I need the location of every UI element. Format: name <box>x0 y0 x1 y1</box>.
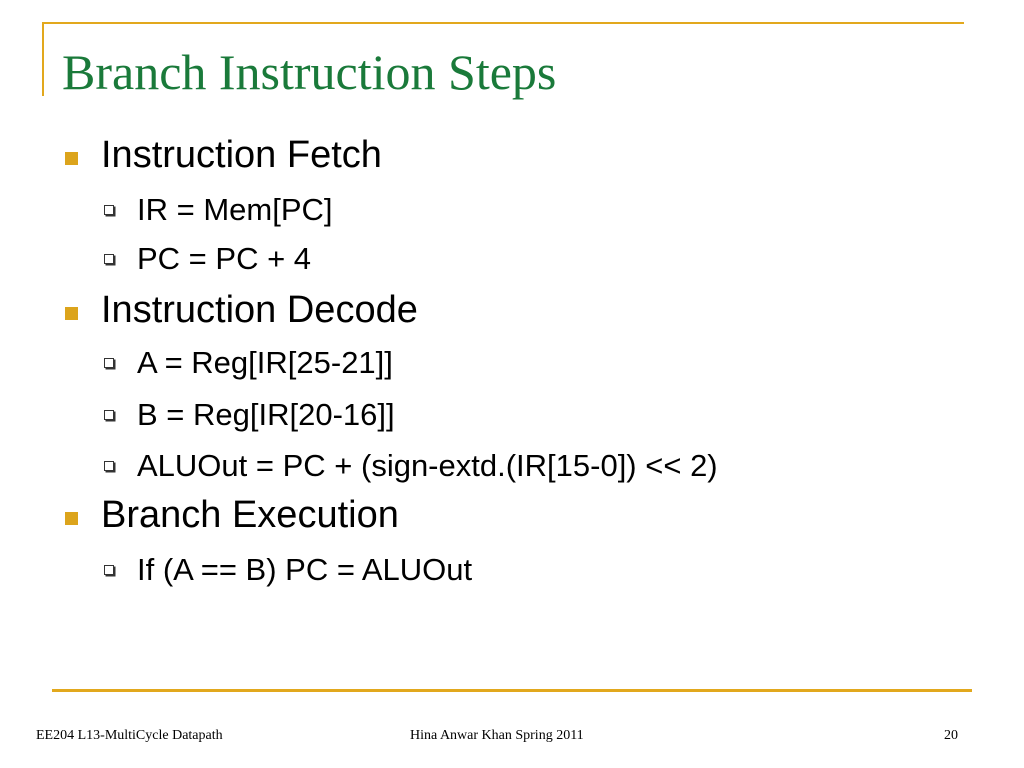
box-bullet-icon <box>104 205 114 215</box>
footer-course: EE204 L13-MultiCycle Datapath <box>36 728 223 743</box>
bullet-branch-execution: Branch Execution <box>101 494 399 536</box>
slide-title: Branch Instruction Steps <box>62 44 557 100</box>
square-bullet-icon <box>65 512 78 525</box>
footer-author: Hina Anwar Khan Spring 2011 <box>410 728 584 743</box>
bullet-instruction-fetch: Instruction Fetch <box>101 134 382 176</box>
sub-bullet-ir-fetch: IR = Mem[PC] <box>137 192 333 227</box>
box-bullet-icon <box>104 410 114 420</box>
footer-rule <box>52 689 972 692</box>
box-bullet-icon <box>104 461 114 471</box>
sub-bullet-reg-b: B = Reg[IR[20-16]] <box>137 397 395 432</box>
square-bullet-icon <box>65 152 78 165</box>
box-bullet-icon <box>104 254 114 264</box>
bullet-instruction-decode: Instruction Decode <box>101 289 418 331</box>
sub-bullet-pc-increment: PC = PC + 4 <box>137 241 312 276</box>
slide-number: 20 <box>944 728 958 743</box>
box-bullet-icon <box>104 565 114 575</box>
sub-bullet-reg-a: A = Reg[IR[25-21]] <box>137 345 393 380</box>
sub-bullet-branch-condition: If (A == B) PC = ALUOut <box>137 552 473 587</box>
sub-bullet-aluout: ALUOut = PC + (sign-extd.(IR[15-0]) << 2) <box>137 448 718 483</box>
box-bullet-icon <box>104 358 114 368</box>
square-bullet-icon <box>65 307 78 320</box>
